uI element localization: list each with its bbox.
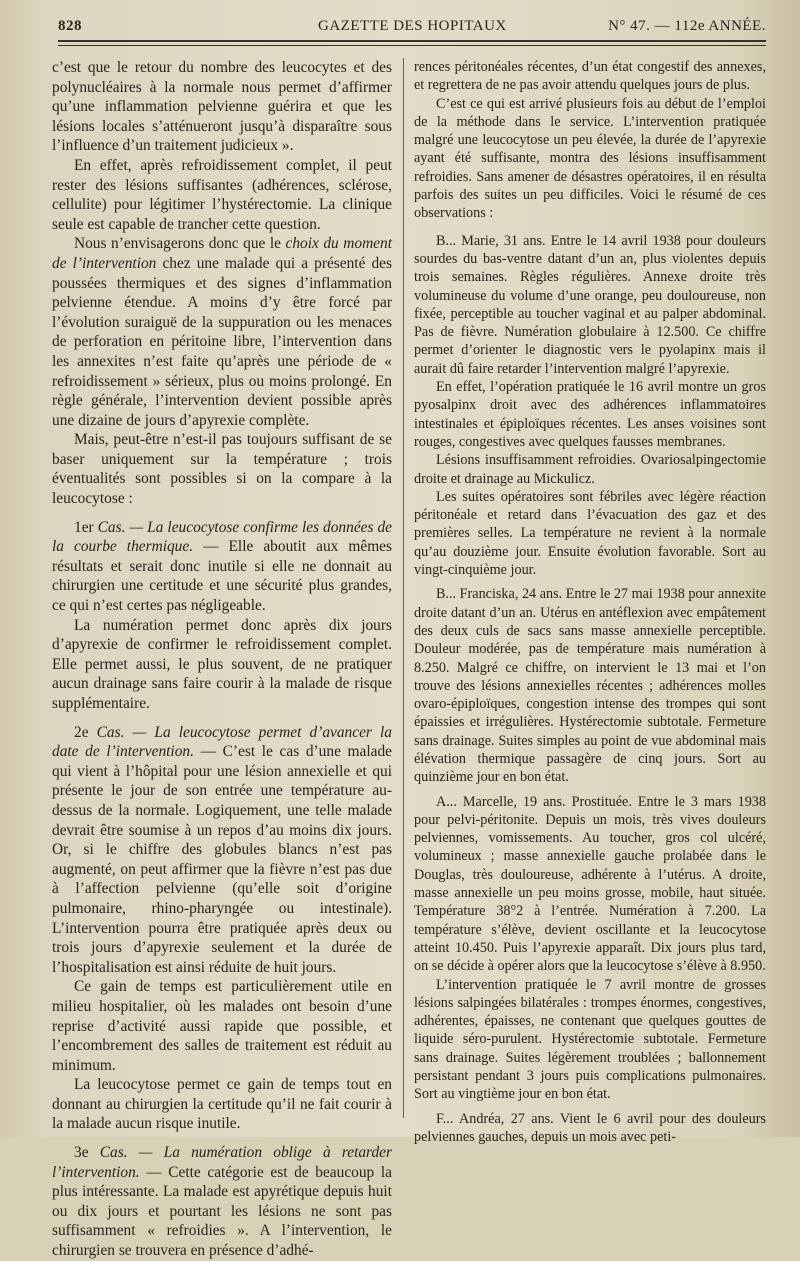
case-title: Cas. — La leucocytose confirme les données de la courbe thermique. bbox=[52, 518, 393, 556]
text-run: — C’est le cas d’une malade qui vient à l’hôpital pour une lésion annexielle et qui présente le jour de son entrée une température au-dessus de la normale. Logiquement, une telle malade devrait être soumise à un repos d’au moins dix jours. Or, si le chiffre des globules blancs n’est pas augmenté, on peut affirmer que la fièvre n’est pas due à l’affection pelvienne (qu’elle soit d’origine pulmonaire, rhino-pharyngée ou intestinale). L’intervention pourra être pratiquée après deux ou trois jours d’apyrexie seulement et la durée de l’hospitalisation est ainsi réduite de huit jours. bbox=[52, 743, 392, 976]
observation-2: B... Franciska, 24 ans. Entre le 27 mai 1938 pour annexite droite datant d’un an. Utérus en antéflexion avec empâtement des deux culs de sacs sans masse annexielle perceptible. Douleur modérée, pas de température mais numération à 8.250. Malgré ce chiffre, on intervient le 13 mai et l’on trouve des lésions annexielles récentes ; adhérences molles ovaro-épiploïques, congestion intense des trompes qui sont épaissies et irrégulières. Hystérectomie subtotale. Fermeture sans drainage. Suites simples au point de vue abdominal mais élévation thermique passagère de cinq jours. Sort au quinzième jour en bon état. bbox=[414, 586, 766, 786]
paragraph: Les suites opératoires sont fébriles avec légère réaction péritonéale et retard dans l’évacuation des gaz et des premières selles. La température ne revient à la normale qu’au douzième jour. Ensuite évolution favorable. Sort au vingt-cinquième jour. bbox=[414, 488, 766, 579]
observation-1: B... Marie, 31 ans. Entre le 14 avril 1938 pour douleurs sourdes du bas-ventre datant d’un an, plus violentes depuis trois semaines. Règles régulières. Annexe droite très volumineuse du volume d’une orange, peu douloureuse, non fixée, perceptible au toucher vaginal et au palper abdominal. Pas de fièvre. Numération globulaire à 12.500. Ce chiffre permet d’orienter le diagnostic vers le pyolapinx mais il aurait dû faire retarder l’intervention malgré l’apyrexie. bbox=[414, 232, 766, 377]
case-number: 3e bbox=[74, 1144, 100, 1162]
paragraph: La numération permet donc après dix jours d’apyrexie de confirmer le refroidissement complet. Elle permet aussi, le plus souvent, de ne pratiquer aucun drainage sans faire courir à la malade de risque supplémentaire. bbox=[52, 616, 392, 712]
issue-number: N° 47. — 112e ANNÉE. bbox=[608, 18, 766, 34]
paragraph: Ce gain de temps est particulièrement utile en milieu hospitalier, où les malades ont besoin d’une reprise d’activité aussi rapide que possible, et l’encombrement des salles de traitement est réduit au minimum. bbox=[52, 978, 392, 1074]
right-column bbox=[414, 58, 766, 1146]
paragraph: En effet, après refroidissement complet, il peut rester des lésions suffisantes (adhérences, sclérose, cellulite) pour légitimer l’hystérectomie. La clinique seule est capable de trancher cette question. bbox=[52, 156, 392, 233]
text-run: chez une malade qui a présenté des poussées thermiques et des signes d’inflammation pelvienne étendue. A moins d’y être forcé par l’évolution suraiguë de la suppuration ou les menaces de perforation en péritoine libre, l’intervention dans les annexites n’est faite qu’après une période de « refroidissement » sérieux, plus ou moins prolongé. En règle générale, l’intervention devient possible après une dizaine de jours d’apyrexie complète. bbox=[52, 254, 392, 429]
case-number: 2e bbox=[74, 723, 97, 741]
paragraph: C’est ce qui est arrivé plusieurs fois au début de l’emploi de la méthode dans le service. L’intervention pratiquée malgré une leucocytose un peu élevée, la durée de l’apyrexie ayant été suffisante, montra des lésions insuffisamment refroidies. Sans amener de désastres opératoires, il en résulta parfois des suites un peu difficiles. Voici le résumé de ces observations : bbox=[414, 95, 766, 222]
observation-4: F... Andréa, 27 ans. Vient le 6 avril pour des douleurs pelviennes gauches, depuis un mois avec peti- bbox=[414, 1110, 766, 1145]
case-number: 1er bbox=[74, 518, 98, 536]
text-run: — Cette catégorie est de beaucoup la plus intéressante. La malade est apyrétique depuis huit ou dix jours et pourtant les lésions ne sont pas suffisamment « refroidies ». A l’intervention, le chirurgien se trouvera en présence d’adhé- bbox=[52, 1163, 392, 1260]
paragraph: En effet, l’opération pratiquée le 16 avril montre un gros pyosalpinx droit avec des adhérences inflammatoires intestinales et épiploïques récentes. Les anses voisines sont rouges, congestives avec quelques fausses membranes. bbox=[414, 379, 766, 450]
paragraph: Lésions insuffisamment refroidies. Ovariosalpingectomie droite et drainage au Mickulicz. bbox=[414, 452, 766, 487]
emphasis: choix du moment de l’intervention bbox=[52, 235, 392, 272]
column-divider bbox=[403, 58, 404, 1118]
journal-title: GAZETTE DES HOPITAUX bbox=[318, 18, 507, 34]
paragraph: rences péritonéales récentes, d’un état congestif des annexes, et regrettera de ne pas avoir attendu quelques jours de plus. bbox=[414, 59, 766, 94]
paragraph: L’intervention pratiquée le 7 avril montre de grosses lésions salpingées bilatérales : trompes énormes, congestives, adhérentes, épaisses, ne contenant que quelques gouttes de liquide séro-purulent. Hystérectomie subtotale. Fermeture sans drainage. Suites légèrement troublées ; ballonnement persistant pendant 3 jours puis complications pulmonaires. Sort au vingtième jour en bon état. bbox=[414, 976, 766, 1103]
observation-3: A... Marcelle, 19 ans. Prostituée. Entre le 3 mars 1938 pour pelvi-péritonite. Depuis un mois, très vives douleurs pelviennes, vomissements. Au toucher, gros col ulcéré, volumineux ; masse annexielle gauche prolabée dans le Douglas, très douloureuse, adhérente à l’utérus. A droite, masse annexielle un peu moins grosse, mobile, haut située. Température 38°2 à l’entrée. Numération à 7.200. La température s’élève, devient oscillante et la leucocytose atteint 10.450. Puis l’apyrexie apparaît. Dix jours plus tard, on se décide à opérer alors que la leucocytose s’élève à 8.950. bbox=[414, 793, 766, 975]
case-3 bbox=[52, 1143, 392, 1261]
paragraph bbox=[52, 234, 392, 430]
left-column bbox=[52, 58, 392, 1261]
paragraph: La leucocytose permet ce gain de temps tout en donnant au chirurgien la certitude qu’il ne fait courir à la malade aucun risque inutile. bbox=[52, 1076, 392, 1133]
case-title: Cas. — La leucocytose permet d’avancer la date de l’intervention. bbox=[52, 723, 392, 761]
paragraph: Mais, peut-être n’est-il pas toujours suffisant de se baser uniquement sur la température ; trois éventualités sont possibles si on la compare à la leucocytose : bbox=[52, 431, 392, 508]
text-run: Nous n’envisagerons donc que le bbox=[74, 235, 286, 253]
header-rule bbox=[58, 40, 766, 46]
case-2 bbox=[52, 723, 392, 978]
text-run: — Elle aboutit aux mêmes résultats et serait donc inutile si elle ne donnait au chirurgien une certitude et une sécurité plus grandes, ce qui n’est certes pas négligeable. bbox=[52, 538, 392, 615]
page-number: 828 bbox=[58, 18, 82, 34]
running-head bbox=[58, 16, 766, 38]
case-title: Cas. — La numération oblige à retarder l’intervention. bbox=[52, 1144, 392, 1181]
paragraph: c’est que le retour du nombre des leucocytes et des polynucléaires à la normale nous permet d’affirmer qu’une inflammation pelvienne guérira et que les lésions locales s’atténueront jusqu’à disparaître sous l’influence d’un traitement judicieux ». bbox=[52, 59, 392, 155]
case-1 bbox=[52, 518, 392, 616]
